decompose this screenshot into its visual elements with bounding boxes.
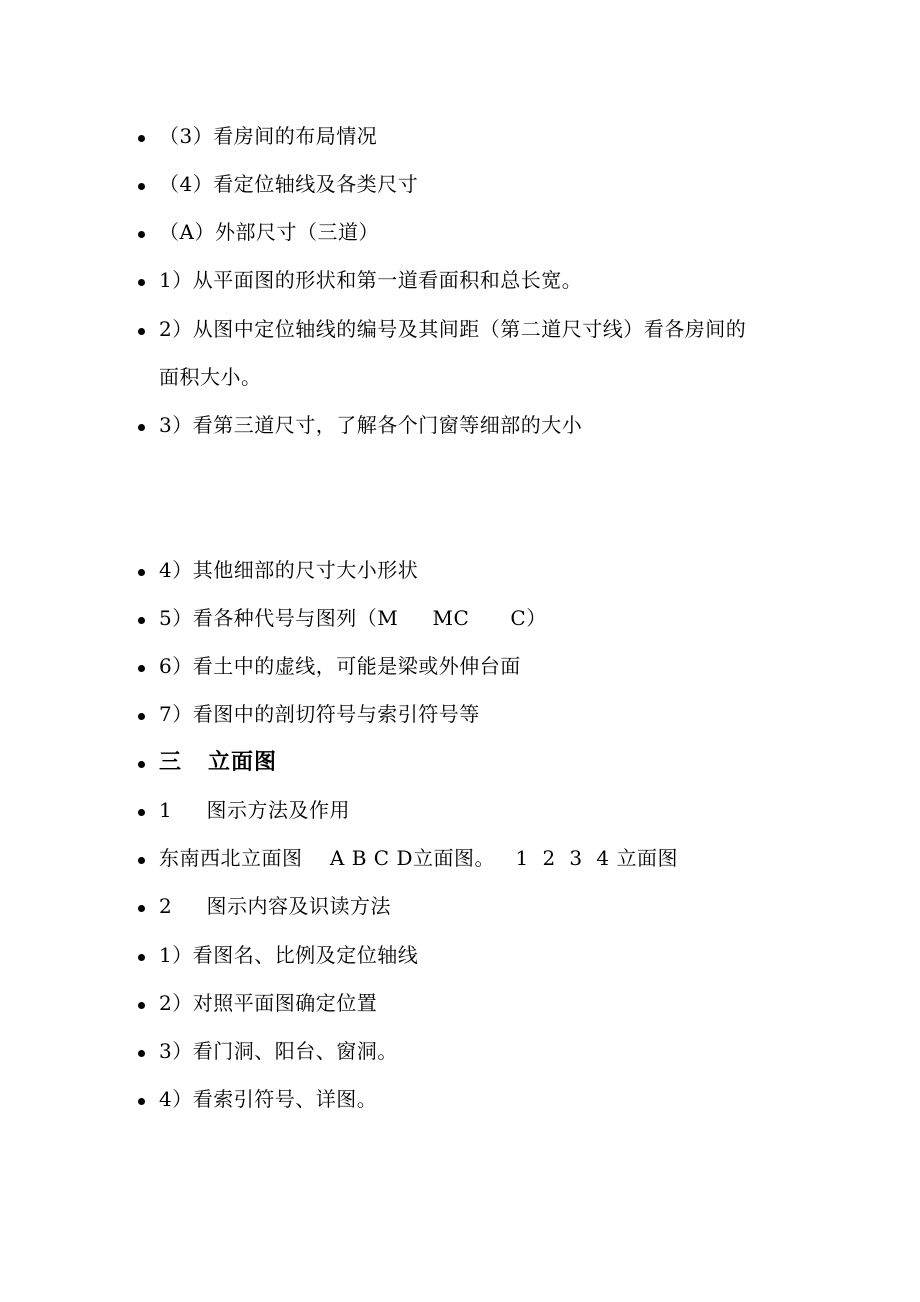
- bullet-icon: [138, 905, 145, 912]
- list-item-text: 3）看第三道尺寸，了解各个门窗等细部的大小: [159, 413, 583, 437]
- list-item: [138, 790, 351, 830]
- list-item: [138, 405, 583, 445]
- bullet-icon: [138, 279, 145, 286]
- bullet-icon: [138, 761, 145, 768]
- bullet-icon: [138, 569, 145, 576]
- bullet-icon: [138, 231, 145, 238]
- bullet-icon: [138, 713, 145, 720]
- list-item: [138, 260, 583, 300]
- bullet-icon: [138, 135, 145, 142]
- list-item-text: 4）看索引符号、详图。: [159, 1087, 378, 1111]
- list-item: [138, 694, 480, 734]
- list-item: [138, 598, 547, 638]
- list-item: [138, 646, 521, 686]
- list-item-text: 东南西北立面图 A B C D立面图。 1 2 3 4 立面图: [159, 846, 678, 870]
- list-item: [138, 935, 419, 975]
- list-item-text: 7）看图中的剖切符号与索引符号等: [159, 702, 480, 726]
- bullet-icon: [138, 665, 145, 672]
- bullet-icon: [138, 857, 145, 864]
- bullet-icon: [138, 1050, 145, 1057]
- list-item: [138, 164, 419, 204]
- section-heading-text: 三 立面图: [159, 749, 277, 775]
- list-item: [138, 983, 378, 1023]
- bullet-icon: [138, 328, 145, 335]
- list-item: [138, 212, 379, 252]
- list-item-text: 6）看土中的虚线，可能是梁或外伸台面: [159, 654, 521, 678]
- bullet-icon: [138, 1098, 145, 1105]
- section-heading: [138, 742, 277, 782]
- list-item-text: 3）看门洞、阳台、窗洞。: [159, 1039, 398, 1063]
- list-item-text: 1）从平面图的形状和第一道看面积和总长宽。: [159, 268, 583, 292]
- list-item-text: （A）外部尺寸（三道）: [159, 220, 379, 244]
- list-item-text: （3）看房间的布局情况: [159, 124, 378, 148]
- list-item: [138, 550, 419, 590]
- list-item: [138, 116, 378, 156]
- list-item: [138, 838, 678, 878]
- bullet-icon: [138, 183, 145, 190]
- list-item: [138, 886, 392, 926]
- bullet-icon: [138, 617, 145, 624]
- bullet-icon: [138, 1002, 145, 1009]
- list-item-text: 2）从图中定位轴线的编号及其间距（第二道尺寸线）看各房间的: [159, 317, 747, 341]
- list-item-text: 5）看各种代号与图列（M MC C）: [159, 606, 547, 630]
- bullet-icon: [138, 809, 145, 816]
- list-item: [138, 1079, 378, 1119]
- list-item: [138, 309, 747, 349]
- list-item-text: 1）看图名、比例及定位轴线: [159, 943, 419, 967]
- bullet-icon: [138, 954, 145, 961]
- list-item-text: 1 图示方法及作用: [159, 798, 351, 822]
- list-item: [138, 1031, 398, 1071]
- list-item-text: 2 图示内容及识读方法: [159, 894, 392, 918]
- list-item-text: 2）对照平面图确定位置: [159, 991, 378, 1015]
- list-item-text: 4）其他细部的尺寸大小形状: [159, 558, 419, 582]
- bullet-icon: [138, 424, 145, 431]
- list-item-continuation: 面积大小。: [159, 365, 262, 389]
- list-item-text: （4）看定位轴线及各类尺寸: [159, 172, 419, 196]
